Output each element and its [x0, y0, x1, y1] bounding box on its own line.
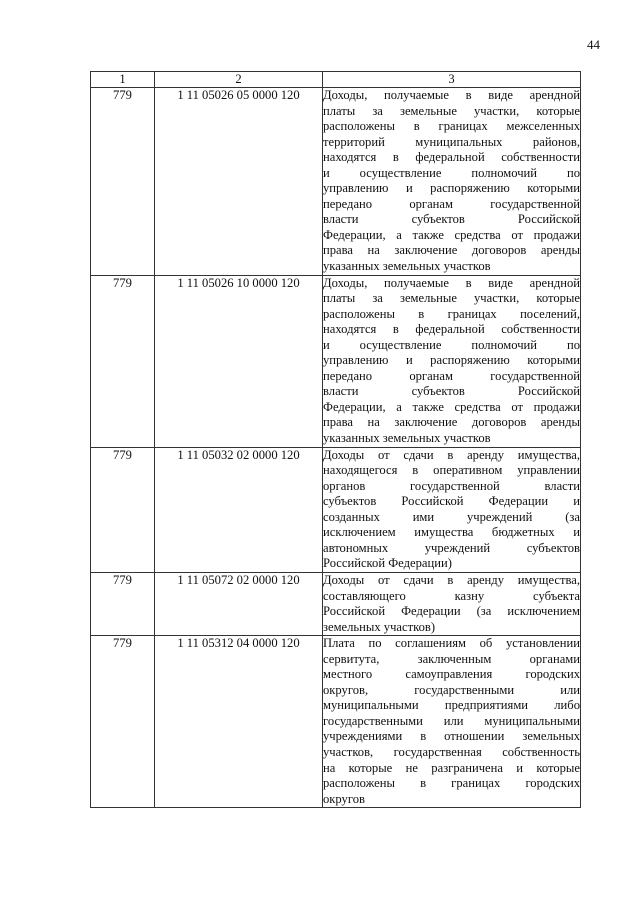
description-line: сервитута, заключенным органами [323, 651, 580, 666]
revenue-description-cell [323, 88, 581, 276]
admin-code-cell: 779 [91, 636, 155, 808]
description-line: платы за земельные участки, которые [323, 291, 580, 306]
description-line: управлению и распоряжению которыми [323, 181, 580, 196]
description-line: управлению и распоряжению которыми [323, 353, 580, 368]
revenue-description-cell [323, 636, 581, 808]
description-line: территорий муниципальных районов, [323, 134, 580, 149]
description-line: власти субъектов Российской [323, 384, 580, 399]
description-line: Плата по соглашениям об установлении [323, 636, 580, 651]
description-line: права на заключение договоров аренды [323, 243, 580, 258]
budget-classification-code-cell: 1 11 05026 05 0000 120 [155, 88, 323, 276]
description-line: находятся в федеральной собственности [323, 150, 580, 165]
description-line: органов государственной власти [323, 478, 580, 493]
table-row [91, 275, 581, 447]
description-line: Доходы, получаемые в виде арендной [323, 88, 580, 102]
description-line: участков, государственная собственность [323, 744, 580, 759]
revenue-description-cell [323, 275, 581, 447]
revenue-codes-table [90, 71, 581, 808]
description-line: расположены в границах городских [323, 776, 580, 791]
description-line: и осуществление полномочий по [323, 337, 580, 352]
description-line: власти субъектов Российской [323, 212, 580, 227]
description-line: права на заключение договоров аренды [323, 415, 580, 430]
description-line: передано органам государственной [323, 196, 580, 211]
description-line: составляющего казну субъекта [323, 588, 580, 603]
description-line: созданных ими учреждений (за [323, 509, 580, 524]
table-row [91, 572, 581, 635]
column-header-1: 1 [91, 72, 155, 88]
column-header-2: 2 [155, 72, 323, 88]
description-line: исключением имущества бюджетных и [323, 525, 580, 540]
description-line: и осуществление полномочий по [323, 165, 580, 180]
description-line: находящегося в оперативном управлении [323, 463, 580, 478]
description-line: субъектов Российской Федерации и [323, 494, 580, 509]
description-line: местного самоуправления городских [323, 667, 580, 682]
description-line: расположены в границах поселений, [323, 306, 580, 321]
table-row [91, 88, 581, 276]
budget-classification-code-cell: 1 11 05312 04 0000 120 [155, 636, 323, 808]
description-line: автономных учреждений субъектов [323, 540, 580, 555]
page-number: 44 [587, 37, 600, 52]
description-line: расположены в границах межселенных [323, 119, 580, 134]
admin-code-cell: 779 [91, 447, 155, 572]
description-line: муниципальными предприятиями либо [323, 698, 580, 713]
description-line: земельных участков) [323, 619, 436, 634]
table-row [91, 636, 581, 808]
description-line: учреждениями в отношении земельных [323, 729, 580, 744]
admin-code-cell: 779 [91, 88, 155, 276]
description-line: Федерации, а также средства от продажи [323, 227, 580, 242]
description-line: на которые не разграничена и которые [323, 760, 580, 775]
description-line: округов [323, 791, 365, 806]
description-line: Российской Федерации) [323, 556, 452, 571]
description-line: платы за земельные участки, которые [323, 103, 580, 118]
budget-classification-code-cell: 1 11 05072 02 0000 120 [155, 572, 323, 635]
description-line: передано органам государственной [323, 368, 580, 383]
table-row [91, 447, 581, 572]
description-line: находятся в федеральной собственности [323, 322, 580, 337]
description-line: указанных земельных участков [323, 259, 491, 274]
admin-code-cell: 779 [91, 275, 155, 447]
description-line: государственными или муниципальными [323, 713, 580, 728]
admin-code-cell: 779 [91, 572, 155, 635]
description-line: Доходы от сдачи в аренду имущества, [323, 447, 580, 462]
description-line: Доходы от сдачи в аренду имущества, [323, 572, 580, 587]
column-header-3: 3 [323, 72, 581, 88]
description-line: Российской Федерации (за исключением [323, 604, 580, 619]
description-line: указанных земельных участков [323, 431, 491, 446]
description-line: Доходы, получаемые в виде арендной [323, 275, 580, 290]
description-line: Федерации, а также средства от продажи [323, 399, 580, 414]
description-line: округов, государственными или [323, 682, 580, 697]
budget-classification-code-cell: 1 11 05026 10 0000 120 [155, 275, 323, 447]
table-body [91, 88, 581, 808]
budget-classification-code-cell: 1 11 05032 02 0000 120 [155, 447, 323, 572]
table-header-row [91, 72, 581, 88]
revenue-description-cell [323, 572, 581, 635]
revenue-description-cell [323, 447, 581, 572]
